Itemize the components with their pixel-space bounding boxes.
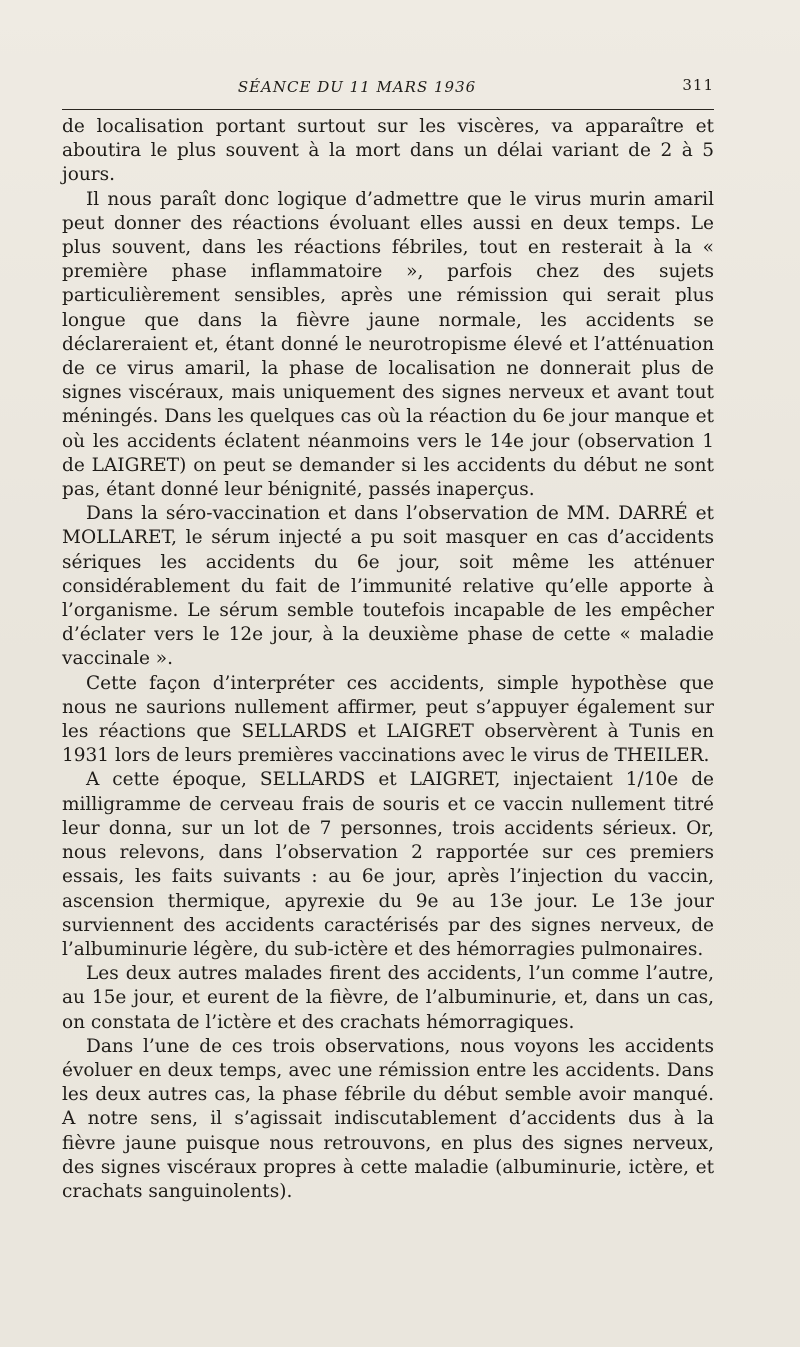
header-rule bbox=[62, 109, 714, 110]
paragraph-continuation: de localisation portant surtout sur les viscères, va apparaître et aboutira le plus souvent à la mort dans un délai variant de 2 à 5 jours. bbox=[62, 116, 714, 186]
paragraph: Dans l’une de ces trois observations, nous voyons les accidents évoluer en deux temps, avec une rémission entre les accidents. Dans les deux autres cas, la phase fébrile du début semble avoir manqué. A notre sens, il s’agissait indiscutablement d’accidents dus à la fièvre jaune puisque nous retrouvons, en plus des signes nerveux, des signes viscéraux propres à cette maladie (albuminurie, ictère, et crachats sanguinolents). bbox=[62, 1035, 714, 1202]
paragraph: Il nous paraît donc logique d’admettre que le virus murin amaril peut donner des réactions évoluant elles aussi en deux temps. Le plus souvent, dans les réactions fébriles, tout en resterait à la « première phase inflammatoire », parfois chez des sujets particulièrement sensibles, après une rémission qui serait plus longue que dans la fièvre jaune normale, les accidents se déclareraient et, étant donné le neurotropisme élevé et l’atténuation de ce virus amaril, la phase de localisation ne donnerait plus de signes viscéraux, mais uniquement des signes nerveux et avant tout méningés. Dans les quelques cas où la réaction du 6e jour manque et où les accidents éclatent néanmoins vers le 14e jour (observation 1 de LAIGRET) on peut se demander si les accidents du début ne sont pas, étant donné leur bénignité, passés inaperçus. bbox=[62, 188, 714, 501]
paragraph: Cette façon d’interpréter ces accidents, simple hypothèse que nous ne saurions nullement affirmer, peut s’appuyer également sur les réactions que SELLARDS et LAIGRET observèrent à Tunis en 1931 lors de leurs premières vaccinations avec le virus de THEILER. bbox=[62, 672, 714, 767]
page-header bbox=[62, 76, 714, 106]
paragraph: A cette époque, SELLARDS et LAIGRET, injectaient 1/10e de milligramme de cerveau frais de souris et ce vaccin nullement titré leur donna, sur un lot de 7 personnes, trois accidents sérieux. Or, nous relevons, dans l’observation 2 rapportée sur ces premiers essais, les faits suivants : au 6e jour, après l’injection du vaccin, ascension thermique, apyrexie du 9e au 13e jour. Le 13e jour surviennent des accidents caractérisés par des signes nerveux, de l’albuminurie légère, du sub-ictère et des hémorragies pulmonaires. bbox=[62, 769, 714, 960]
page-number: 311 bbox=[682, 76, 714, 94]
running-head: SÉANCE DU 11 MARS 1936 bbox=[237, 78, 477, 96]
paragraph: Les deux autres malades firent des accidents, l’un comme l’autre, au 15e jour, et eurent de la fièvre, de l’albuminurie, et, dans un cas, on constata de l’ictère et des crachats hémorragiques. bbox=[62, 963, 714, 1033]
paragraph: Dans la séro-vaccination et dans l’observation de MM. DARRÉ et MOLLARET, le sérum injecté a pu soit masquer en cas d’accidents sériques les accidents du 6e jour, soit même les atténuer considérablement du fait de l’immunité relative qu’elle apporte à l’organisme. Le sérum semble toutefois incapable de les empêcher d’éclater vers le 12e jour, à la deuxième phase de cette « maladie vaccinale ». bbox=[62, 503, 714, 670]
article-body bbox=[62, 115, 714, 1204]
